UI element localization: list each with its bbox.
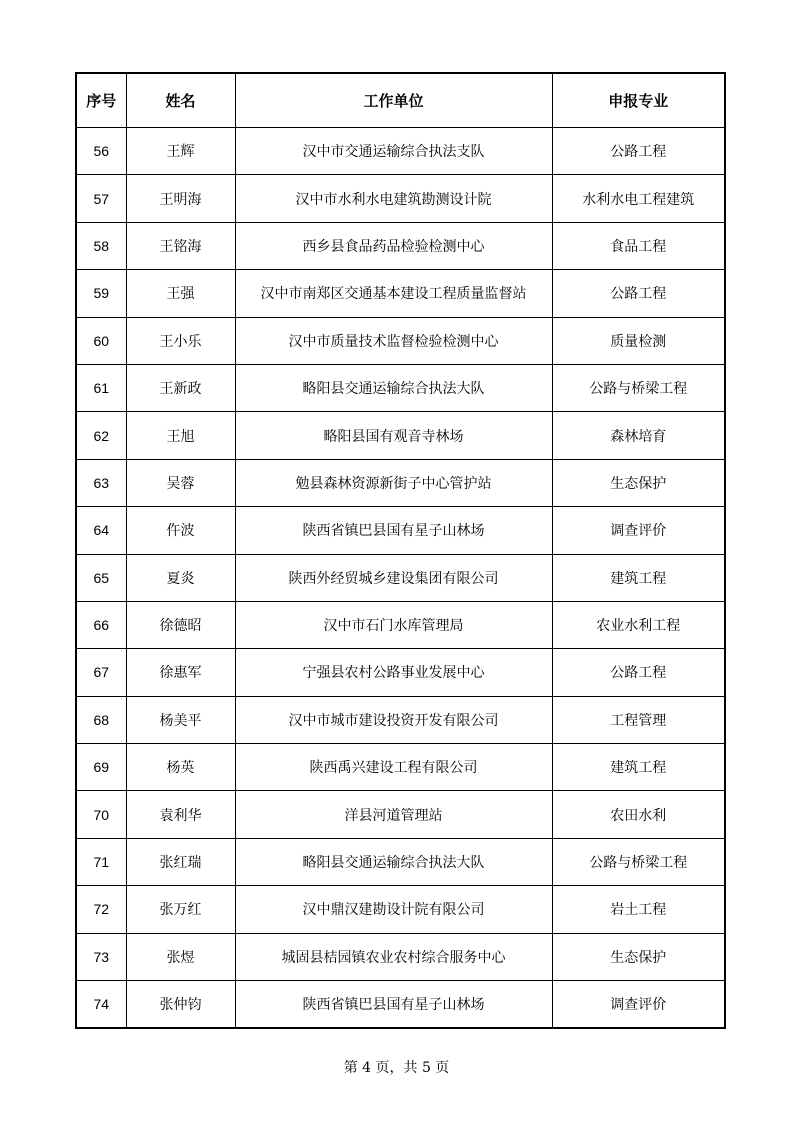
table-row	[76, 981, 725, 1029]
cell-specialty: 公路与桥梁工程	[552, 838, 725, 885]
table-row	[76, 696, 725, 743]
cell-name: 徐惠军	[126, 649, 235, 696]
cell-specialty: 公路工程	[552, 128, 725, 175]
cell-name: 吴蓉	[126, 459, 235, 506]
table-row	[76, 364, 725, 411]
cell-name: 张红瑞	[126, 838, 235, 885]
cell-employer: 汉中市南郑区交通基本建设工程质量监督站	[235, 270, 552, 317]
cell-seq: 59	[76, 270, 126, 317]
cell-seq: 74	[76, 981, 126, 1029]
table-row	[76, 554, 725, 601]
header-employer: 工作单位	[235, 73, 552, 128]
header-specialty: 申报专业	[552, 73, 725, 128]
cell-employer: 汉中市交通运输综合执法支队	[235, 128, 552, 175]
cell-seq: 66	[76, 601, 126, 648]
cell-specialty: 建筑工程	[552, 554, 725, 601]
cell-employer: 城固县桔园镇农业农村综合服务中心	[235, 933, 552, 980]
cell-name: 王旭	[126, 412, 235, 459]
cell-seq: 65	[76, 554, 126, 601]
cell-employer: 略阳县交通运输综合执法大队	[235, 838, 552, 885]
table-row	[76, 459, 725, 506]
cell-name: 王明海	[126, 175, 235, 222]
table-row	[76, 649, 725, 696]
cell-employer: 陕西省镇巴县国有星子山林场	[235, 507, 552, 554]
header-seq: 序号	[76, 73, 126, 128]
table-row	[76, 175, 725, 222]
cell-specialty: 水利水电工程建筑	[552, 175, 725, 222]
cell-employer: 西乡县食品药品检验检测中心	[235, 222, 552, 269]
cell-specialty: 岩土工程	[552, 886, 725, 933]
cell-specialty: 生态保护	[552, 933, 725, 980]
cell-name: 王铭海	[126, 222, 235, 269]
cell-employer: 汉中鼎汉建勘设计院有限公司	[235, 886, 552, 933]
cell-name: 张仲钧	[126, 981, 235, 1029]
cell-specialty: 农业水利工程	[552, 601, 725, 648]
table-row	[76, 317, 725, 364]
cell-name: 夏炎	[126, 554, 235, 601]
table-row	[76, 128, 725, 175]
table-row	[76, 222, 725, 269]
cell-employer: 宁强县农村公路事业发展中心	[235, 649, 552, 696]
table-row	[76, 601, 725, 648]
cell-specialty: 建筑工程	[552, 744, 725, 791]
cell-name: 袁利华	[126, 791, 235, 838]
table-row	[76, 933, 725, 980]
cell-seq: 63	[76, 459, 126, 506]
cell-seq: 64	[76, 507, 126, 554]
cell-employer: 略阳县国有观音寺林场	[235, 412, 552, 459]
cell-seq: 73	[76, 933, 126, 980]
cell-seq: 57	[76, 175, 126, 222]
cell-name: 王新政	[126, 364, 235, 411]
cell-seq: 72	[76, 886, 126, 933]
cell-name: 王辉	[126, 128, 235, 175]
table-row	[76, 838, 725, 885]
cell-specialty: 调查评价	[552, 507, 725, 554]
cell-name: 王强	[126, 270, 235, 317]
roster-table	[75, 72, 726, 1029]
cell-name: 张煜	[126, 933, 235, 980]
cell-employer: 陕西外经贸城乡建设集团有限公司	[235, 554, 552, 601]
cell-seq: 56	[76, 128, 126, 175]
cell-employer: 汉中市质量技术监督检验检测中心	[235, 317, 552, 364]
cell-specialty: 食品工程	[552, 222, 725, 269]
table-row	[76, 744, 725, 791]
cell-seq: 60	[76, 317, 126, 364]
cell-seq: 68	[76, 696, 126, 743]
table-row	[76, 886, 725, 933]
table-row	[76, 507, 725, 554]
cell-seq: 61	[76, 364, 126, 411]
cell-specialty: 生态保护	[552, 459, 725, 506]
table-row	[76, 270, 725, 317]
cell-name: 仵波	[126, 507, 235, 554]
cell-name: 杨美平	[126, 696, 235, 743]
cell-employer: 勉县森林资源新街子中心管护站	[235, 459, 552, 506]
cell-seq: 67	[76, 649, 126, 696]
cell-seq: 70	[76, 791, 126, 838]
cell-specialty: 工程管理	[552, 696, 725, 743]
cell-name: 张万红	[126, 886, 235, 933]
cell-specialty: 公路与桥梁工程	[552, 364, 725, 411]
table-row	[76, 412, 725, 459]
header-row	[76, 73, 725, 128]
cell-employer: 汉中市水利水电建筑勘测设计院	[235, 175, 552, 222]
cell-specialty: 质量检测	[552, 317, 725, 364]
cell-specialty: 森林培育	[552, 412, 725, 459]
cell-employer: 略阳县交通运输综合执法大队	[235, 364, 552, 411]
cell-specialty: 公路工程	[552, 649, 725, 696]
cell-employer: 汉中市石门水库管理局	[235, 601, 552, 648]
cell-seq: 69	[76, 744, 126, 791]
cell-employer: 陕西省镇巴县国有星子山林场	[235, 981, 552, 1029]
cell-employer: 洋县河道管理站	[235, 791, 552, 838]
header-name: 姓名	[126, 73, 235, 128]
page-footer: 第 4 页，共 5 页	[343, 1060, 450, 1076]
table-row	[76, 791, 725, 838]
cell-seq: 62	[76, 412, 126, 459]
cell-name: 王小乐	[126, 317, 235, 364]
cell-name: 杨英	[126, 744, 235, 791]
cell-specialty: 公路工程	[552, 270, 725, 317]
cell-name: 徐德昭	[126, 601, 235, 648]
cell-seq: 58	[76, 222, 126, 269]
cell-specialty: 农田水利	[552, 791, 725, 838]
cell-specialty: 调查评价	[552, 981, 725, 1029]
cell-employer: 陕西禹兴建设工程有限公司	[235, 744, 552, 791]
cell-employer: 汉中市城市建设投资开发有限公司	[235, 696, 552, 743]
cell-seq: 71	[76, 838, 126, 885]
